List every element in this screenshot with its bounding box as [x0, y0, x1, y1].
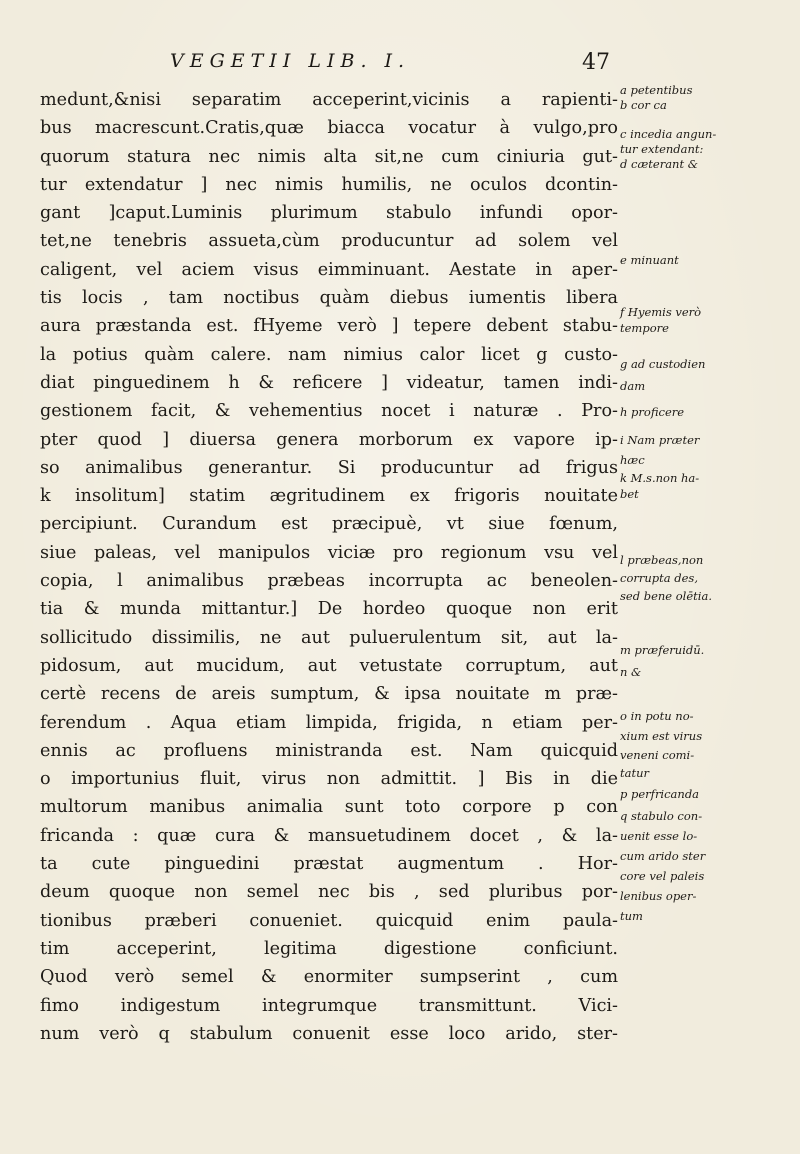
text-line: o importunius fluit, virus non admittit. ] Bis in die — [40, 769, 618, 790]
text-line: tim acceperint, legitima digestione conficiunt. — [40, 938, 618, 959]
text-line: tia & munda mittantur.] De hordeo quoque non erit — [40, 599, 618, 620]
text-line: pter quod ] diuersa genera morborum ex vapore ip- — [40, 429, 618, 450]
marginal-note: k M.s.non ha- — [620, 471, 700, 485]
text-line: aura præstanda est. fHyeme verò ] tepere debent stabu- — [40, 316, 618, 337]
text-line: siue paleas, vel manipulos viciæ pro regionum vsu vel — [40, 542, 618, 563]
marginal-note: tur extendant: — [620, 142, 704, 156]
text-line: bus macrescunt.Cratis,quæ biacca vocatur à vulgo,pro — [40, 118, 618, 139]
text-line: tet,ne tenebris assueta,cùm producuntur ad solem vel — [40, 231, 618, 252]
text-line: ferendum . Aqua etiam limpida, frigida, n etiam per- — [40, 712, 618, 733]
marginal-note: hæc — [620, 453, 645, 467]
marginal-note: p perfricanda — [620, 787, 700, 801]
text-line: la potius quàm calere. nam nimius calor licet g custo- — [40, 344, 618, 365]
marginal-note: tatur — [620, 766, 650, 780]
marginal-note: uenit esse lo- — [620, 829, 698, 843]
marginal-note: xium est virus — [620, 729, 703, 743]
marginal-note: bet — [620, 487, 639, 501]
marginal-note: m præferuidū. — [620, 643, 705, 657]
text-line: tionibus præberi conueniet. quicquid enim paula- — [40, 910, 618, 931]
text-line: fimo indigestum integrumque transmittunt. Vici- — [40, 995, 618, 1016]
marginal-note: q stabulo con- — [620, 809, 703, 823]
marginal-note: tempore — [620, 321, 669, 335]
text-line: so animalibus generantur. Si producuntur ad frigus — [40, 457, 618, 478]
text-line: certè recens de areis sumptum, & ipsa nouitate m præ- — [40, 684, 618, 705]
marginal-note: f Hyemis verò — [620, 305, 702, 319]
text-line: gant ]caput.Luminis plurimum stabulo infundi opor- — [40, 203, 618, 224]
text-line: pidosum, aut mucidum, aut vetustate corruptum, aut — [40, 655, 618, 676]
marginal-note: core vel paleis — [620, 869, 705, 883]
marginal-note: i Nam præter — [620, 433, 700, 447]
text-line: num verò q stabulum conuenit esse loco arido, ster- — [40, 1023, 618, 1044]
text-line: deum quoque non semel nec bis , sed pluribus por- — [40, 882, 618, 903]
marginal-note: veneni comi- — [620, 748, 695, 762]
marginal-note: l præbeas,non — [620, 553, 704, 567]
text-line: Quod verò semel & enormiter sumpserint , cum — [40, 967, 618, 988]
text-line: ta cute pinguedini præstat augmentum . Hor- — [40, 854, 618, 875]
text-line: multorum manibus animalia sunt toto corpore p con — [40, 797, 618, 818]
page-number: 47 — [582, 50, 610, 75]
running-head: VEGETII LIB. I. — [170, 50, 411, 72]
marginal-note: o in potu no- — [620, 709, 694, 723]
text-line: k insolitum] statim ægritudinem ex frigoris nouitate — [40, 486, 618, 507]
text-line: sollicitudo dissimilis, ne aut puluerulentum sit, aut la- — [40, 627, 618, 648]
marginal-note: a petentibus — [620, 83, 693, 97]
marginal-note: lenibus oper- — [620, 889, 697, 903]
marginal-note: c incedia angun- — [620, 127, 717, 141]
marginal-note: e minuant — [620, 253, 679, 267]
marginal-note: n & — [620, 665, 642, 679]
marginal-note: sed bene olētia. — [620, 589, 712, 603]
marginal-note: tum — [620, 909, 643, 923]
marginal-note: dam — [620, 379, 646, 393]
marginal-note: b cor ca — [620, 98, 667, 112]
text-line: caligent, vel aciem visus eimminuant. Aestate in aper- — [40, 259, 618, 280]
text-line: diat pinguedinem h & reficere ] videatur, tamen indi- — [40, 372, 618, 393]
page-header — [150, 50, 630, 78]
marginal-note: corrupta des, — [620, 571, 698, 585]
text-line: copia, l animalibus præbeas incorrupta ac beneolen- — [40, 571, 618, 592]
text-line: tis locis , tam noctibus quàm diebus iumentis libera — [40, 288, 618, 309]
text-line: quorum statura nec nimis alta sit,ne cum ciniuria gut- — [40, 146, 618, 167]
text-line: tur extendatur ] nec nimis humilis, ne oculos dcontin- — [40, 174, 618, 195]
text-line: ennis ac profluens ministranda est. Nam quicquid — [40, 740, 618, 761]
main-text-block — [40, 86, 618, 1048]
marginal-note: cum arido ster — [620, 849, 706, 863]
marginal-note: h proficere — [620, 405, 685, 419]
marginal-note: d cæterant & — [620, 157, 698, 171]
text-line: medunt,&nisi separatim acceperint,vicinis a rapienti- — [40, 90, 618, 110]
marginal-note: g ad custodien — [620, 357, 706, 371]
text-line: gestionem facit, & vehementius nocet i naturæ . Pro- — [40, 401, 618, 422]
text-line: percipiunt. Curandum est præcipuè, vt siue fœnum, — [40, 514, 618, 535]
text-line: fricanda : quæ cura & mansuetudinem docet , & la- — [40, 825, 618, 846]
